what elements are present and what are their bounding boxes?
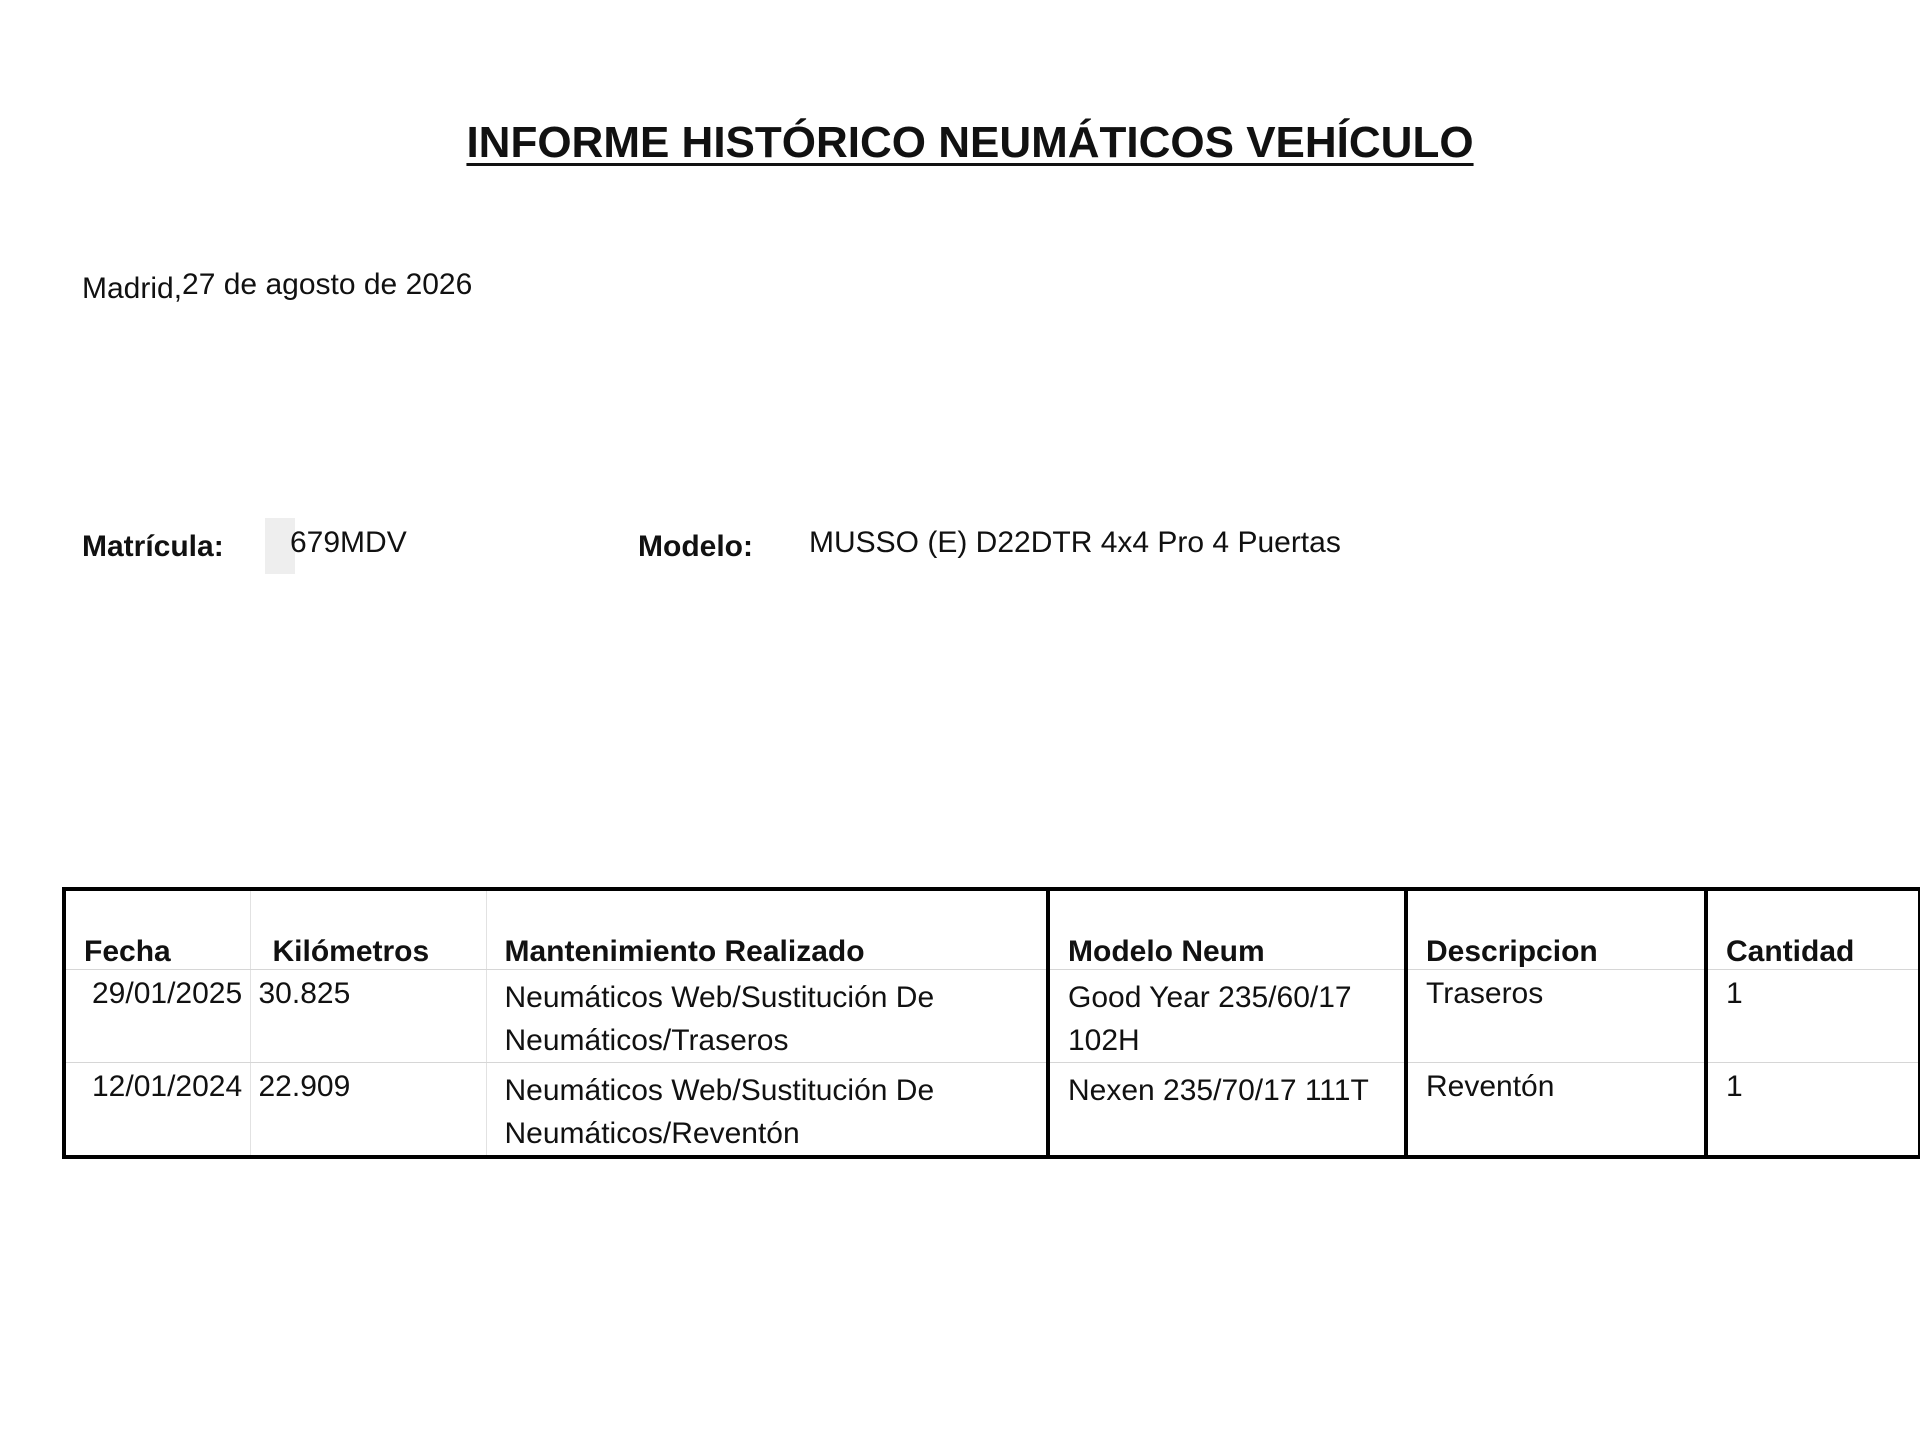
model-value: MUSSO (E) D22DTR 4x4 Pro 4 Puertas — [809, 526, 1341, 559]
report-title: INFORME HISTÓRICO NEUMÁTICOS VEHÍCULO — [466, 118, 1474, 167]
cell-descripcion: Traseros — [1406, 970, 1706, 1063]
table-row — [64, 970, 1920, 1063]
cell-fecha: 12/01/2024 — [92, 1070, 243, 1103]
cell-descripcion: Reventón — [1406, 1063, 1706, 1158]
cell-cantidad: 1 — [1706, 1063, 1920, 1158]
cell-fecha: 29/01/2025 — [64, 970, 250, 1063]
cell-mantenimiento: Neumáticos Web/Sustitución De Neumáticos/Reventón — [486, 1063, 1048, 1158]
report-date: 27 de agosto de 2026 — [182, 268, 473, 301]
city-label: Madrid, — [82, 272, 183, 305]
header-mantenimiento: Mantenimiento Realizado — [486, 889, 1048, 970]
header-cantidad: Cantidad — [1706, 889, 1920, 970]
table-row — [64, 1063, 1920, 1158]
cell-cantidad: 1 — [1706, 970, 1920, 1063]
table-header-row — [64, 889, 1920, 970]
cell-kilometros: 30.825 — [250, 970, 486, 1063]
cell-mantenimiento: Neumáticos Web/Sustitución De Neumáticos/Traseros — [486, 970, 1048, 1063]
date-line — [82, 268, 473, 305]
cell-modelo-neum: Nexen 235/70/17 111T — [1048, 1063, 1406, 1158]
header-descripcion: Descripcion — [1406, 889, 1706, 970]
plate-value: 679MDV — [290, 526, 407, 559]
model-label: Modelo: — [638, 530, 753, 563]
cell-kilometros: 22.909 — [250, 1063, 486, 1158]
header-kilometros: Kilómetros — [250, 889, 486, 970]
cell-modelo-neum: Good Year 235/60/17 102H — [1048, 970, 1406, 1063]
header-fecha: Fecha — [64, 889, 250, 970]
plate-label: Matrícula: — [82, 530, 224, 563]
tyre-history-table — [62, 887, 1920, 1159]
header-modelo-neum: Modelo Neum — [1048, 889, 1406, 970]
